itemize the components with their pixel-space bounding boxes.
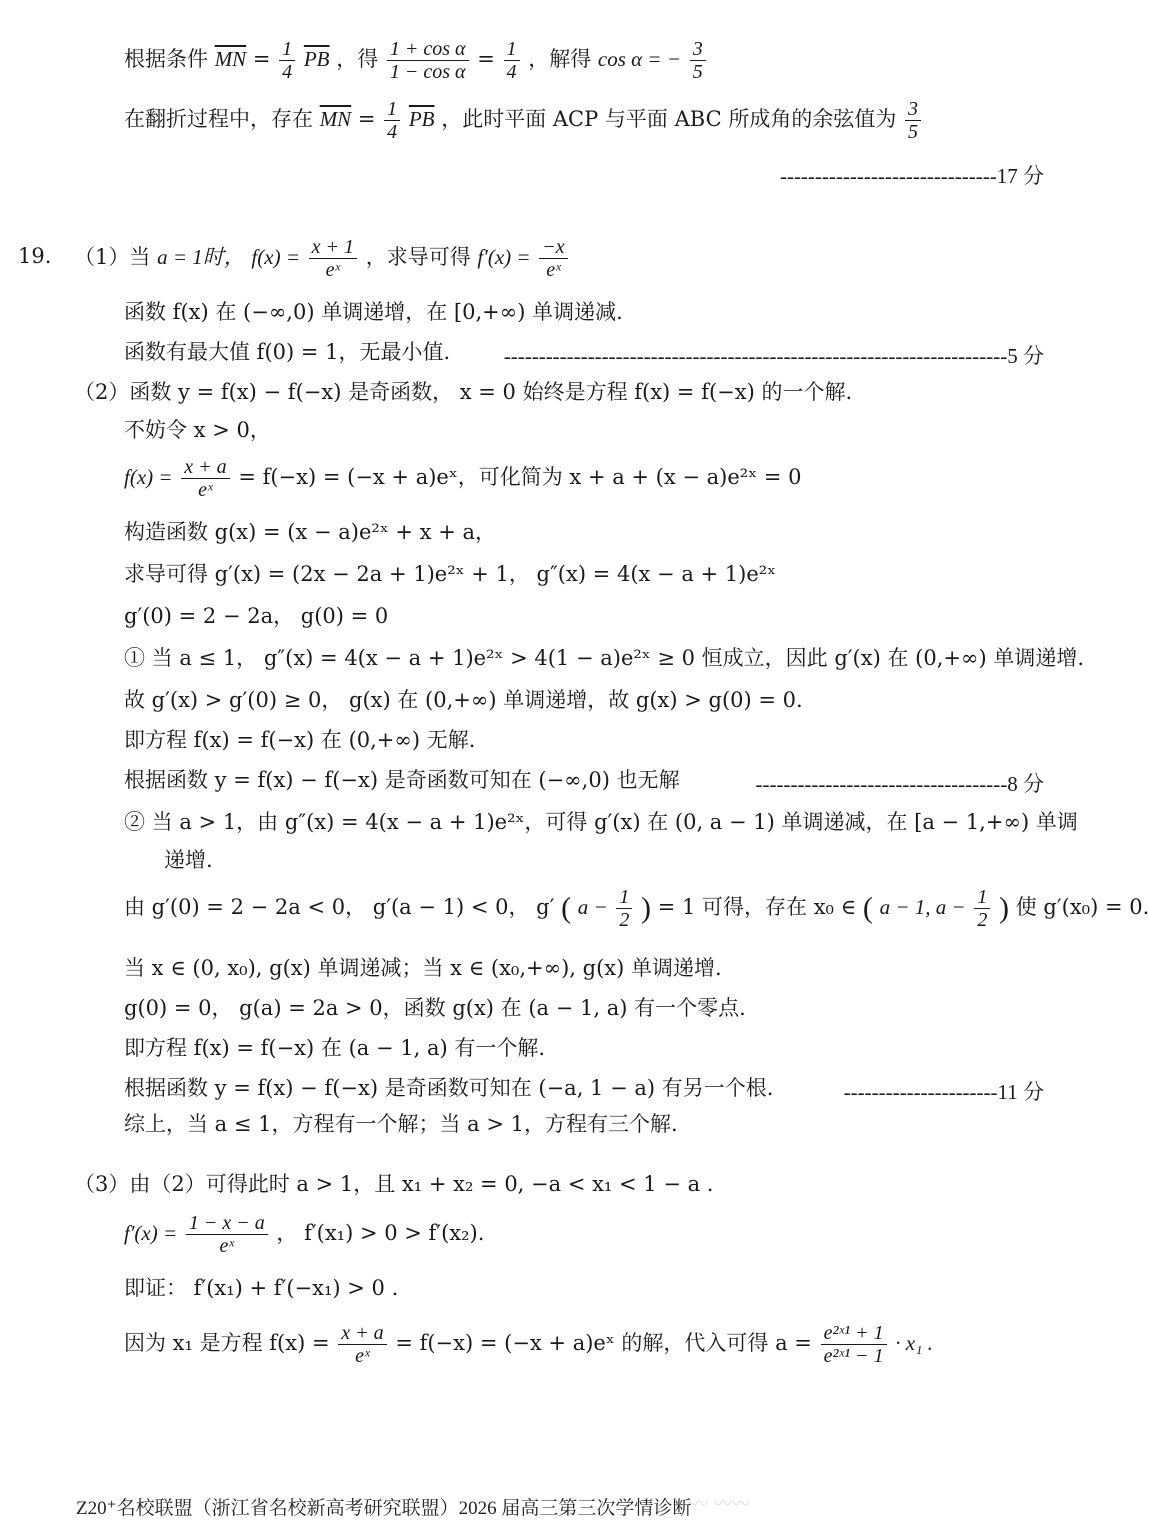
paren-right: ) bbox=[641, 891, 652, 925]
num: e²ˣ¹ + 1 bbox=[821, 1322, 887, 1345]
part2-line3 bbox=[124, 456, 801, 501]
q19-number: 19. bbox=[18, 244, 52, 268]
fraction-fp bbox=[539, 236, 567, 281]
fx-label: f(x) = bbox=[124, 465, 173, 489]
part2-line17: 根据函数 y = f(x) − f(−x) 是奇函数可知在 (−a, 1 − a) 有另一个根. bbox=[124, 1076, 774, 1100]
fraction-xa2 bbox=[338, 1322, 386, 1367]
monotonic-line: 函数 f(x) 在 (−∞,0) 单调递增，在 [0,+∞) 单调递减. bbox=[124, 300, 623, 324]
vector-pb: $\overline{PB}$ bbox=[408, 107, 435, 131]
num: 3 bbox=[690, 38, 706, 61]
interval-a: a − 1, a − bbox=[879, 895, 966, 919]
num: 1 bbox=[616, 886, 632, 909]
text-get: ，得 bbox=[336, 47, 379, 71]
fraction-e2x bbox=[821, 1322, 887, 1367]
equals: = bbox=[477, 47, 495, 71]
score-17: -------------------------------17 分 bbox=[779, 164, 1044, 188]
fpx-label: f′(x) = bbox=[124, 1221, 178, 1245]
den: 1 − cos α bbox=[389, 61, 466, 83]
text-condition: 根据条件 bbox=[124, 47, 208, 71]
text-times-x1: · x₁ . bbox=[895, 1331, 933, 1355]
text-derive: ，求导可得 bbox=[365, 245, 471, 269]
text-substitute: = f(−x) = (−x + a)eˣ 的解，代入可得 a = bbox=[395, 1331, 812, 1355]
fold-line bbox=[124, 98, 923, 143]
text-such-that: 使 g′(x₀) = 0. bbox=[1015, 895, 1149, 919]
num: 1 bbox=[384, 98, 400, 121]
vector-mn: $\overline{MN}$ bbox=[214, 47, 247, 71]
den: eˣ bbox=[219, 1235, 235, 1257]
fraction-1-2b bbox=[974, 886, 990, 931]
den: eˣ bbox=[546, 259, 561, 281]
paren-left: ( bbox=[561, 891, 572, 925]
condition-line bbox=[124, 38, 708, 83]
max-line: 函数有最大值 f(0) = 1，无最小值. bbox=[124, 340, 451, 364]
cos-result: cos α = − bbox=[597, 47, 682, 71]
fraction-3-5 bbox=[690, 38, 706, 83]
num: x + a bbox=[181, 456, 229, 479]
den: 5 bbox=[692, 61, 703, 83]
num: 1 bbox=[504, 38, 520, 61]
fpx-label: f′(x) = bbox=[477, 245, 531, 269]
den: eˣ bbox=[355, 1345, 370, 1367]
watermark-icon: 〰 〰〰 bbox=[690, 1494, 750, 1515]
fraction-1-4c bbox=[384, 98, 400, 143]
num: x + a bbox=[338, 1322, 386, 1345]
num: 1 bbox=[974, 886, 990, 909]
part2-line6: g′(0) = 2 − 2a， g(0) = 0 bbox=[124, 604, 389, 628]
score-5: ------------------------------------------------------------------------5 分 bbox=[503, 344, 1044, 368]
part2-line13 bbox=[124, 886, 1149, 931]
part2-summary: 综上，当 a ≤ 1，方程有一个解；当 a > 1，方程有三个解. bbox=[124, 1112, 678, 1136]
part2-case2: ② 当 a > 1，由 g″(x) = 4(x − a + 1)e²ˣ，可得 g′(x) 在 (0, a − 1) 单调递减，在 [a − 1,+∞) 单调 bbox=[124, 810, 1078, 834]
num: 1 + cos α bbox=[387, 38, 469, 61]
part2-line12: 递增. bbox=[164, 848, 213, 872]
part2-line8: 故 g′(x) > g′(0) ≥ 0， g(x) 在 (0,+∞) 单调递增，故 g(x) > g(0) = 0. bbox=[124, 688, 803, 712]
part3-line3: 即证： f′(x₁) + f′(−x₁) > 0 . bbox=[124, 1276, 399, 1300]
part2-line9: 即方程 f(x) = f(−x) 在 (0,+∞) 无解. bbox=[124, 728, 476, 752]
text-because: 因为 x₁ 是方程 f(x) = bbox=[124, 1331, 330, 1355]
text-by: 由 g′(0) = 2 − 2a < 0， g′(a − 1) < 0， g′ bbox=[124, 895, 555, 919]
text-solve: ，解得 bbox=[528, 47, 592, 71]
fraction-1-4b bbox=[504, 38, 520, 83]
q19-part1 bbox=[74, 236, 570, 281]
part2-case1: ① 当 a ≤ 1， g″(x) = 4(x − a + 1)e²ˣ > 4(1 − a)e²ˣ ≥ 0 恒成立，因此 g′(x) 在 (0,+∞) 单调递增. bbox=[124, 646, 1085, 670]
num: 1 bbox=[279, 38, 295, 61]
vector-mn: $\overline{MN}$ bbox=[319, 107, 352, 131]
den: eˣ bbox=[325, 259, 341, 281]
text-plane-angle: ，此时平面 ACP 与平面 ABC 所成角的余弦值为 bbox=[441, 107, 897, 131]
equals: = bbox=[252, 47, 271, 71]
part3-line2 bbox=[124, 1212, 484, 1257]
part3-line1: （3）由（2）可得此时 a > 1，且 x₁ + x₂ = 0, −a < x₁ < 1 − a . bbox=[74, 1172, 714, 1196]
part2-line16: 即方程 f(x) = f(−x) 在 (a − 1, a) 有一个解. bbox=[124, 1036, 546, 1060]
score-11: ----------------------11 分 bbox=[843, 1080, 1044, 1104]
fraction-f bbox=[309, 236, 357, 281]
paren-left2: ( bbox=[862, 891, 873, 925]
den: 2 bbox=[977, 909, 988, 931]
part2-line15: g(0) = 0， g(a) = 2a > 0，函数 g(x) 在 (a − 1, a) 有一个零点. bbox=[124, 996, 746, 1020]
text-sign: ， f′(x₁) > 0 > f′(x₂). bbox=[276, 1221, 485, 1245]
num: x + 1 bbox=[309, 236, 357, 259]
text-exists: = 1 可得，存在 x₀ ∈ bbox=[657, 895, 857, 919]
num: −x bbox=[539, 236, 567, 259]
text-simplify: = f(−x) = (−x + a)eˣ，可化简为 x + a + (x − a)e²ˣ = 0 bbox=[238, 465, 802, 489]
part2-line4: 构造函数 g(x) = (x − a)e²ˣ + x + a， bbox=[124, 520, 496, 544]
text-when: （1）当 bbox=[74, 245, 151, 269]
vector-pb: $\overline{PB}$ bbox=[303, 47, 330, 71]
fraction-3-5b bbox=[905, 98, 921, 143]
part2-line10: 根据函数 y = f(x) − f(−x) 是奇函数可知在 (−∞,0) 也无解 bbox=[124, 768, 680, 792]
text-fold: 在翻折过程中，存在 bbox=[124, 107, 313, 131]
fraction-1-4 bbox=[279, 38, 295, 83]
page-footer: Z20⁺名校联盟（浙江省名校新高考研究联盟）2026 届高三第三次学情诊断 bbox=[76, 1498, 692, 1519]
score-8: ------------------------------------8 分 bbox=[755, 772, 1044, 796]
part2-line14: 当 x ∈ (0, x₀), g(x) 单调递减；当 x ∈ (x₀,+∞), g(x) 单调递增. bbox=[124, 956, 722, 980]
part2-line5: 求导可得 g′(x) = (2x − 2a + 1)e²ˣ + 1， g″(x) = 4(x − a + 1)e²ˣ bbox=[124, 562, 777, 586]
part2-line2: 不妨令 x > 0， bbox=[124, 418, 271, 442]
den: 5 bbox=[908, 121, 919, 143]
text-a-eq-1: a = 1时， bbox=[157, 245, 245, 269]
den: e²ˣ¹ − 1 bbox=[823, 1345, 884, 1367]
fraction-fp3 bbox=[186, 1212, 268, 1257]
den: eˣ bbox=[198, 479, 213, 501]
fraction-1-2 bbox=[616, 886, 632, 931]
fraction-xa bbox=[181, 456, 229, 501]
num: 3 bbox=[905, 98, 921, 121]
part2-line1: （2）函数 y = f(x) − f(−x) 是奇函数， x = 0 始终是方程 f(x) = f(−x) 的一个解. bbox=[74, 380, 853, 404]
equals: = bbox=[357, 107, 376, 131]
part3-line4 bbox=[124, 1322, 933, 1367]
den: 4 bbox=[282, 61, 293, 83]
den: 2 bbox=[619, 909, 630, 931]
fraction-cos bbox=[387, 38, 469, 83]
fx-label: f(x) = bbox=[251, 245, 300, 269]
den: 4 bbox=[506, 61, 517, 83]
den: 4 bbox=[387, 121, 398, 143]
a-minus: a − bbox=[577, 895, 608, 919]
paren-right2: ) bbox=[999, 891, 1010, 925]
num: 1 − x − a bbox=[186, 1212, 268, 1235]
